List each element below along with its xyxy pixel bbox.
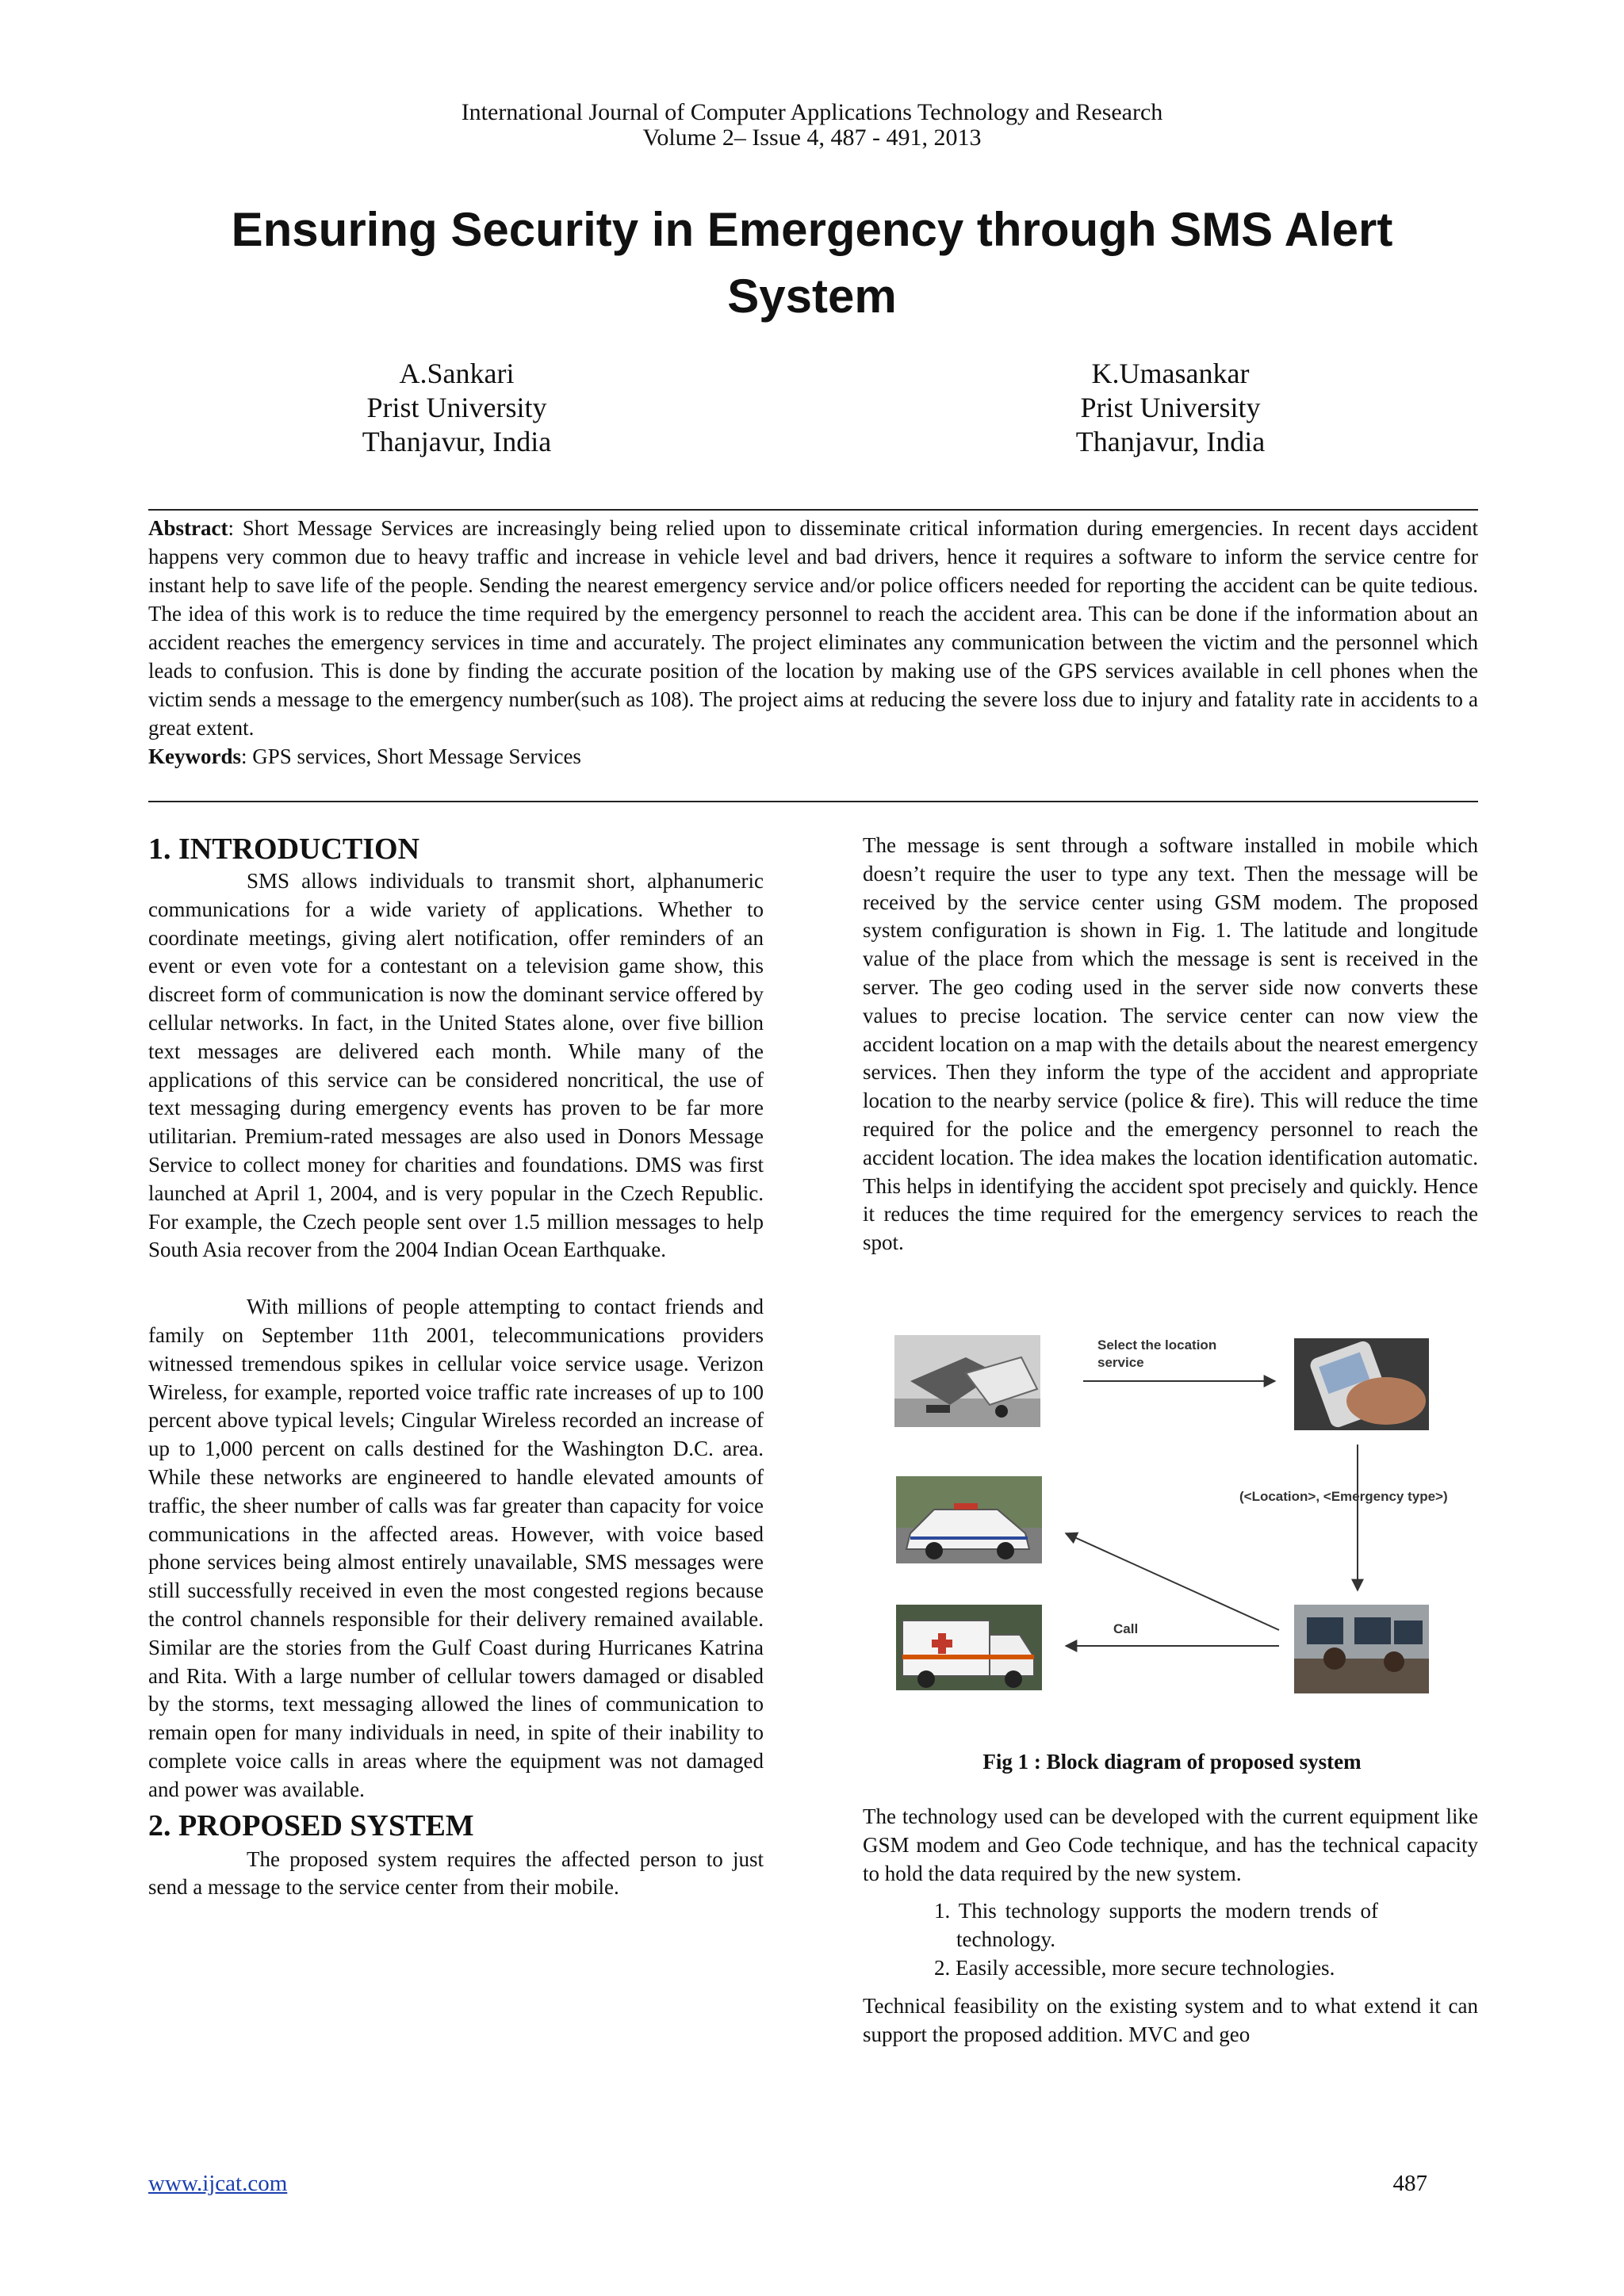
keywords-label: Keywords bbox=[148, 744, 241, 768]
author-affiliation: Prist University bbox=[366, 392, 547, 423]
author-name: K.Umasankar bbox=[1091, 358, 1250, 389]
abstract-top-rule bbox=[148, 509, 1478, 511]
introduction-paragraph-1: SMS allows individuals to transmit short, alphanumeric communications for a wide variety of applications. Whether to coordinate meetings, giving alert notification, offer reminders of an event or even vote for a contestant on a television game show, this discreet form of communication is now the dominant service offered by cellular networks. In fact, in the United States alone, over five billion text messages are delivered each month. While many of the applications of this service can be considered noncritical, the use of text messaging during emergency events has proven to be far more utilitarian. Premium-rated messages are also used in Donors Message Service to collect money for charities and foundations. DMS was first launched at April 1, 2004, and is very popular in the Czech Republic. For example, the Czech people sent over 1.5 million messages to help South Asia recover from the 2004 Indian Ocean Earthquake. bbox=[148, 869, 764, 1262]
keywords-text: : GPS services, Short Message Services bbox=[241, 744, 581, 768]
proposed-system-paragraph: The proposed system requires the affected person to just send a message to the service center from their mobile. bbox=[148, 1846, 764, 1900]
arrow-to-police bbox=[1066, 1533, 1279, 1630]
list-item: 1. This technology supports the modern trends of technology. bbox=[934, 1899, 1378, 1952]
block-diagram-figure bbox=[879, 1326, 1481, 1738]
mobile-phone-image bbox=[1294, 1338, 1429, 1430]
paper-title: Ensuring Security in Emergency through SMS Alert System bbox=[231, 203, 1393, 323]
journal-volume: Volume 2– Issue 4, 487 - 491, 2013 bbox=[642, 124, 982, 151]
abstract-body bbox=[148, 514, 1478, 742]
figure-caption: Fig 1 : Block diagram of proposed system bbox=[982, 1750, 1362, 1774]
location-emergency-label: (<Location>, <Emergency type>) bbox=[1239, 1489, 1448, 1504]
right-column-bottom bbox=[863, 1803, 1478, 2049]
right-paragraph-3: Technical feasibility on the existing system and to what extend it can support the proposed addition. MVC and geo bbox=[863, 1993, 1478, 2046]
ambulance-image bbox=[896, 1605, 1042, 1690]
keywords bbox=[148, 742, 1478, 771]
list-item: 2. Easily accessible, more secure technologies. bbox=[934, 1955, 1335, 1980]
police-car-image bbox=[896, 1476, 1042, 1563]
right-paragraph-2: The technology used can be developed with the current equipment like GSM modem and Geo Code technique, and has the technical capacity to hold the data required by the new system. bbox=[863, 1804, 1478, 1885]
author-name: A.Sankari bbox=[399, 358, 515, 389]
journal-name: International Journal of Computer Applications Technology and Research bbox=[461, 99, 1163, 125]
block-diagram-svg bbox=[879, 1326, 1481, 1738]
abstract-text: : Short Message Services are increasingly being relied upon to disseminate critical information during emergencies. In recent days accident happens very common due to heavy traffic and increase in vehicle level and bad drivers, hence it requires a software to inform the service centre for instant help to save life of the people. Sending the nearest emergency service and/or police officers needed for reporting the accident can be quite tedious. The idea of this work is to reduce the time required by the emergency personnel to reach the accident area. This can be done if the information about an accident reaches the emergency services in time and accurately. The project eliminates any communication between the victim and the personnel which leads to confusion. This is done by finding the accurate position of the location by making use of the GPS services available in cell phones when the victim sends a message to the emergency number(such as 108). The project aims at reducing the severe loss due to injury and fatality rate in accidents to a great extent. bbox=[148, 516, 1478, 740]
paragraph-gap bbox=[148, 1265, 764, 1293]
select-location-label: Select the location service bbox=[1097, 1337, 1217, 1370]
control-room-image bbox=[1294, 1605, 1429, 1693]
call-label: Call bbox=[1113, 1621, 1139, 1636]
feature-list bbox=[934, 1897, 1378, 1982]
journal-header bbox=[0, 100, 1624, 151]
introduction-heading: 1. INTRODUCTION bbox=[148, 832, 420, 866]
right-paragraph-1: The message is sent through a software installed in mobile which doesn’t require the user to type any text. Then the message will be received by the service center using GSM modem. The proposed system configuration is shown in Fig. 1. The latitude and longitude value of the place from which the message is sent is received in the server. The geo coding used in the server side now converts these values to precise location. The service center can now view the accident location on a map with the details about the nearest emergency services. Then they inform the type of the accident and appropriate location to the nearby service (police & fire). This will reduce the time required for the police and the emergency personnel to reach the accident location. The idea makes the location identification automatic. This helps in identifying the accident spot precisely and quickly. Hence it reduces the time required for the emergency services to reach the spot. bbox=[863, 833, 1478, 1255]
author-location: Thanjavur, India bbox=[362, 426, 552, 457]
right-column-top bbox=[863, 832, 1478, 1257]
author-affiliation: Prist University bbox=[1080, 392, 1261, 423]
abstract-bottom-rule bbox=[148, 801, 1478, 802]
author-block-2 bbox=[933, 357, 1408, 459]
journal-website-link[interactable]: www.ijcat.com bbox=[148, 2171, 288, 2196]
author-location: Thanjavur, India bbox=[1075, 426, 1266, 457]
page-number: 487 bbox=[1392, 2171, 1427, 2196]
introduction-paragraph-2: With millions of people attempting to contact friends and family on September 11th 2001, telecommunications providers witnessed tremendous spikes in cellular voice service usage. Verizon Wireless, for example, reported voice traffic rate increases of up to 100 percent above typical levels; Cingular Wireless recorded an increase of up to 1,000 percent on calls destined for the Washington D.C. area. While these networks are engineered to handle elevated amounts of traffic, the sheer number of calls was far greater than capacity for voice communications in the affected areas. However, with voice based phone services being almost entirely unavailable, SMS messages were still successfully received in even the most congested regions because the control channels responsible for their delivery remained available. Similar are the stories from the Gulf Coast during Hurricanes Katrina and Rita. With a large number of cellular towers damaged or disabled by the storms, text messaging allowed the lines of communication to remain open for many individuals in need, in spite of their inability to complete voice calls in areas where the equipment was not damaged and power was available. bbox=[148, 1295, 764, 1801]
abstract-label: Abstract bbox=[148, 516, 228, 540]
proposed-system-heading: 2. PROPOSED SYSTEM bbox=[148, 1808, 474, 1843]
accident-image bbox=[894, 1335, 1040, 1427]
author-block-1 bbox=[219, 357, 695, 459]
abstract bbox=[148, 514, 1478, 771]
left-column bbox=[148, 832, 764, 1902]
